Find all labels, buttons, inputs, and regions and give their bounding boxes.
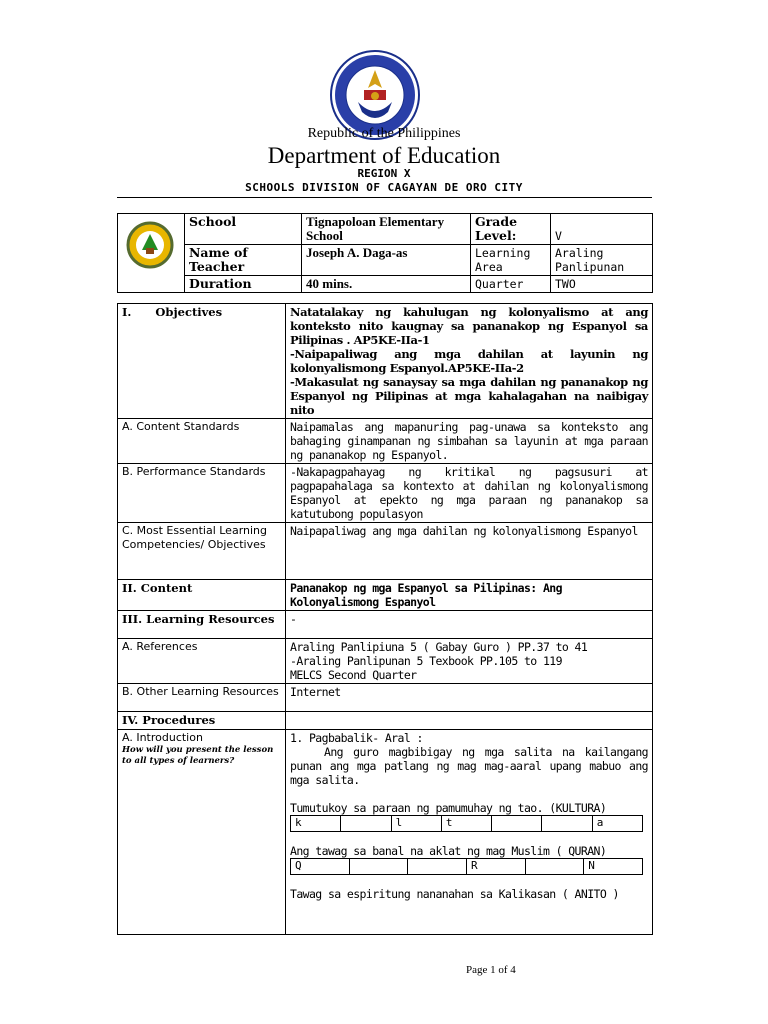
content-label: II. Content [118,580,286,611]
objective-1: Natatalakay ng kahulugan ng kolonyalismo at ang konteksto nito kaugnay sa pananakop ng Espanyol sa Pilipinas . AP5KE-IIa-1 [290,305,648,347]
learning-resources-text: - [286,611,653,639]
objectives-cell [286,304,653,419]
content-text: Pananakop ng mga Espanyol sa Pilipinas: Ang Kolonyalismong Espanyol [286,580,653,611]
region-heading: REGION X [357,167,411,180]
grade-value: V [551,214,653,245]
puzzle-1-cell: t [441,816,491,832]
other-resources-text: Internet [286,684,653,712]
melc-text: Naipapaliwag ang mga dahilan ng kolonyalismong Espanyol [286,523,653,580]
question-3: Tawag sa espiritung nananahan sa Kalikasan ( ANITO ) [290,887,619,901]
introduction-title: 1. Pagbabalik- Aral : [290,731,423,745]
learning-resources-label: III. Learning Resources [118,611,286,639]
content-standards-label: A. Content Standards [118,419,286,464]
introduction-label: A. Introduction [122,731,203,744]
school-logo [120,220,180,270]
introduction-cell [286,730,653,935]
introduction-text: Ang guro magbibigay ng mga salita na kailangang punan ang mga patlang ng mag mag-aaral upang mabuo ang mga salita. [290,745,648,787]
puzzle-1-cell: a [592,816,642,832]
question-2: Ang tawag sa banal na aklat ng mag Muslim ( QURAN) [290,844,607,858]
school-logo-cell [118,214,185,293]
republic-heading: Republic of the Philippines [307,126,461,141]
reference-3: MELCS Second Quarter [290,668,417,682]
puzzle-2-cell [525,859,584,875]
teacher-value: Joseph A. Daga-as [302,245,471,276]
quarter-value: TWO [551,276,653,293]
quarter-label: Quarter [471,276,551,293]
puzzle-2-cell: Q [291,859,350,875]
department-heading: Department of Education [267,143,501,168]
performance-standards-label: B. Performance Standards [118,464,286,523]
performance-standards-text: -Nakapagpahayag ng kritikal ng pagsusuri at pagpapahalaga sa kontexto at dahilan ng kolonyalismong Espanyol at epekto ng mga paraan ng pananakop sa katutubong populasyon [286,464,653,523]
duration-value: 40 mins. [302,276,471,293]
references-label: A. References [118,639,286,684]
procedures-label: IV. Procedures [118,712,286,730]
content-standards-text: Naipamalas ang mapanuring pag-unawa sa konteksto ang bahaging ginampanan ng simbahan sa layunin at mga paraan ng pananakop ng Espanyol. [286,419,653,464]
grade-label: Grade Level: [471,214,551,245]
word-puzzle-2 [290,858,643,875]
objective-3: -Makasulat ng sanaysay sa mga dahilan ng pananakop ng Espanyol ng Pilipinas at mga kahalagahan na naibigay nito [290,375,648,417]
puzzle-1-cell [492,816,542,832]
puzzle-2-cell: R [466,859,525,875]
question-1: Tumutukoy sa paraan ng pamumuhay ng tao. (KULTURA) [290,801,607,815]
lesson-plan-table [117,303,653,935]
puzzle-2-cell [408,859,467,875]
area-label: Learning Area [471,245,551,276]
puzzle-2-cell [349,859,408,875]
melc-label: C. Most Essential Learning Competencies/ Objectives [118,523,286,580]
procedures-empty [286,712,653,730]
teacher-label: Name of Teacher [185,245,302,276]
school-label: School [185,214,302,245]
reference-2: -Araling Panlipunan 5 Texbook PP.105 to 119 [290,654,562,668]
puzzle-1-cell [341,816,391,832]
puzzle-2-cell: N [584,859,643,875]
puzzle-1-cell: k [291,816,341,832]
references-cell [286,639,653,684]
lesson-info-table [117,213,653,293]
other-resources-label: B. Other Learning Resources [118,684,286,712]
area-value: Araling Panlipunan [551,245,653,276]
introduction-note: How will you present the lesson to all types of learners? [122,745,274,766]
header-divider [117,197,652,198]
word-puzzle-1 [290,815,643,832]
reference-1: Araling Panlipiuna 5 ( Gabay Guro ) PP.37 to 41 [290,640,588,654]
objective-2: -Naipapaliwag ang mga dahilan at layunin ng kolonyalismong Espanyol.AP5KE-IIa-2 [290,347,648,375]
puzzle-1-cell: l [391,816,441,832]
introduction-label-cell [118,730,286,935]
duration-label: Duration [185,276,302,293]
puzzle-1-cell [542,816,592,832]
page-number: Page 1 of 4 [466,964,516,976]
objectives-label: I. Objectives [118,304,286,419]
school-value: Tignapoloan Elementary School [302,214,471,245]
division-heading: SCHOOLS DIVISION OF CAGAYAN DE ORO CITY [245,181,523,194]
